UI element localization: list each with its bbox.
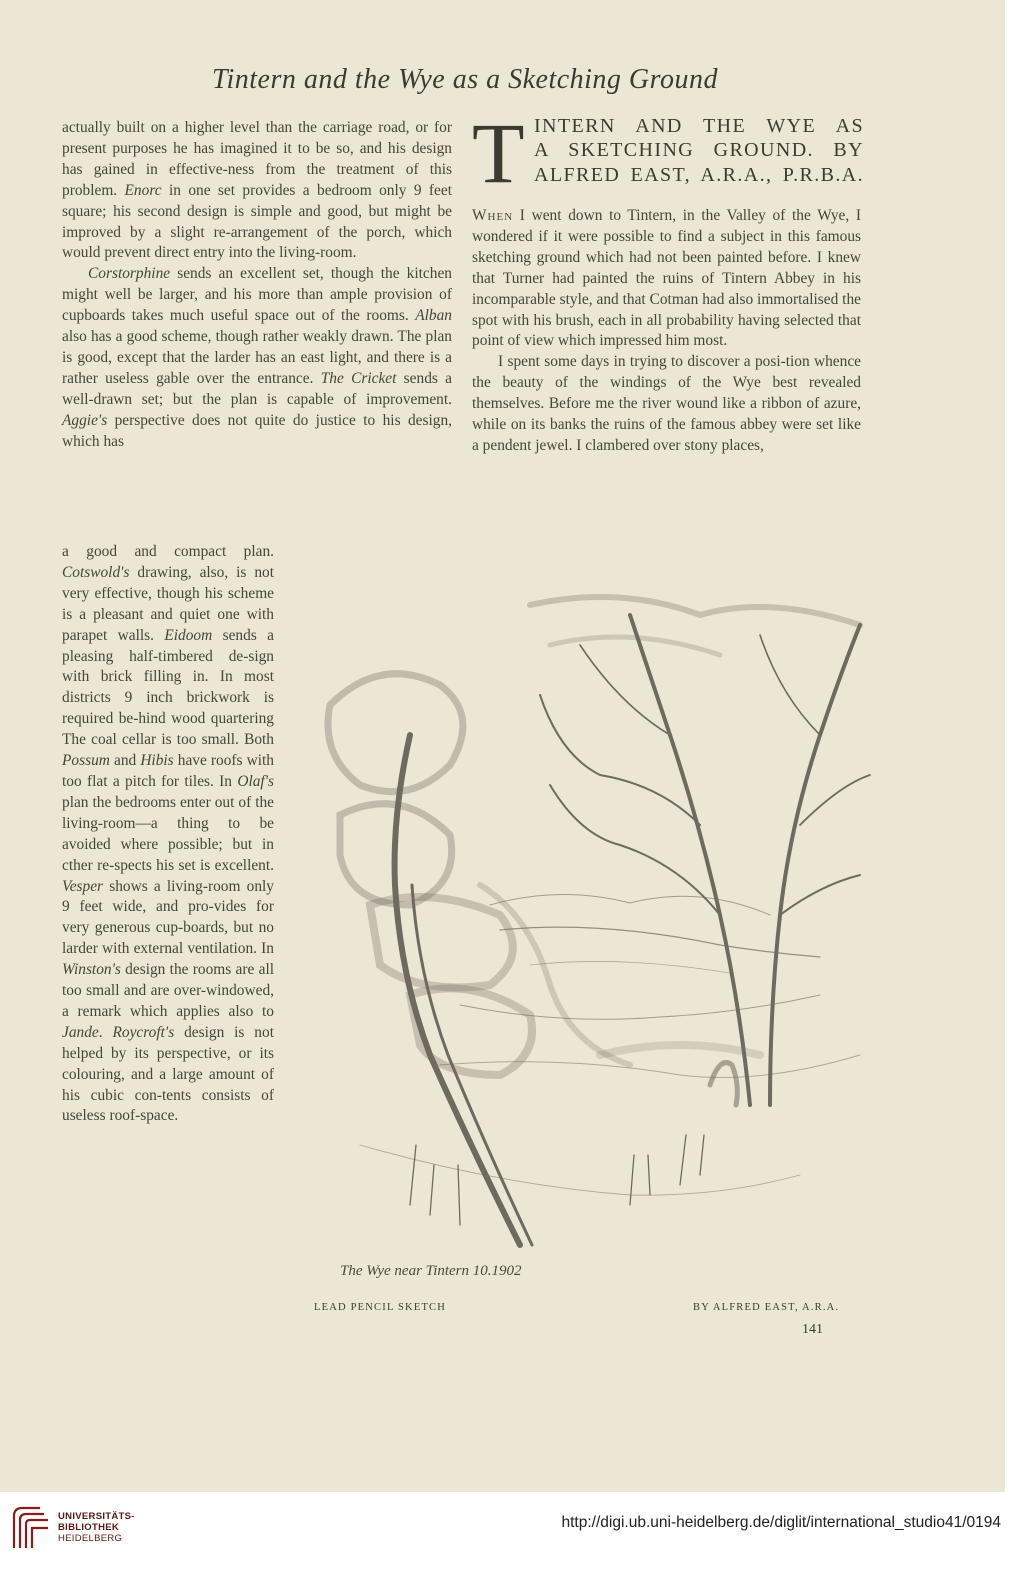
- title-drop-cap: T: [472, 105, 525, 201]
- text-run: in one set provides a bedroom only 9 feet square; his second design is simple and good, but might be improved by a slight re-arrangement of the porch, which would prevent direct entry into the living-room.: [62, 181, 452, 262]
- text-run: plan the bedrooms enter out of the living-room—a thing to be avoided where possible; but in cther re-spects his set is excellent.: [62, 793, 274, 874]
- text-run: sends a well-drawn set; but the plan is capable of improvement.: [62, 369, 453, 408]
- text-run: a good and compact plan.: [62, 543, 274, 560]
- title-line-1: INTERN AND THE WYE AS: [534, 115, 864, 137]
- right-paragraph-2: [472, 352, 861, 457]
- italic-name: Roycroft's: [112, 1023, 175, 1041]
- text-run: shows a living-room only 9 feet wide, and pro-vides for very generous cup-boards, but no larder with external ventilation. In: [62, 877, 274, 958]
- text-run: perspective does not quite do justice to his design, which has: [62, 411, 452, 450]
- left-paragraph-2: [62, 264, 452, 452]
- italic-name: Alban: [415, 307, 452, 325]
- italic-name: Olaf's: [237, 772, 274, 790]
- running-head: Tintern and the Wye as a Sketching Ground: [211, 64, 719, 95]
- text-run: design the rooms are all too small and are over-windowed, a remark which applies also to: [62, 961, 274, 1020]
- text-run: I went down to Tintern, in the Valley of the Wye, I wondered if it were possible to find a subject in this famous sketching ground which had not been painted before. I knew that Turner had painted the ruins of Tintern Abbey in his incomparable style, and that Cotman had also immortalised the spot with his brush, each in all probability having selected that point of view which impressed him most.: [472, 207, 861, 350]
- text-run: I spent some days in trying to discover a posi-tion whence the beauty of the windings of the Wye best revealed themselves. Before me the river wound like a ribbon of azure, while on its banks the ruins of the famous abbey were set like a pendent jewel. I clambered over stony places,: [472, 353, 861, 454]
- right-paragraph-1: [472, 206, 861, 352]
- italic-name: The Cricket: [320, 369, 397, 387]
- text-run: design is not helped by its perspective, or its colouring, and a large amount of his cubic con-tents consists of useless roof-space.: [62, 1023, 274, 1125]
- source-url-link[interactable]: http://digi.ub.uni-heidelberg.de/diglit/international_studio41/0194: [561, 1514, 1001, 1531]
- text-run: sends a pleasing half-timbered de-sign with brick filling in. In most districts 9 inch brickwork is required be-hind wood quartering The coal cellar is too small. Both: [62, 626, 274, 749]
- university-library-logo-icon: [10, 1502, 50, 1552]
- italic-name: Aggie's: [62, 411, 108, 429]
- library-line-2: BIBLIOTHEK: [58, 1522, 120, 1533]
- text-run: have roofs with too flat a pitch for tiles. In: [62, 752, 275, 790]
- left-paragraph-1: [62, 118, 452, 264]
- text-run: also has a good scheme, though rather weakly drawn. The plan is good, except that the larder has an east light, and there is a rather useless gable over the entrance.: [62, 328, 452, 387]
- left-column-text: [62, 118, 452, 453]
- text-run: and: [109, 752, 141, 770]
- library-name: [58, 1511, 135, 1544]
- right-column-text: [472, 206, 861, 457]
- text-run: sends an excellent set, though the kitchen might well be larger, and his more than ample provision of cupboards takes much useful space out of the rooms.: [62, 265, 452, 325]
- italic-name: Eidoom: [164, 626, 213, 644]
- digitization-footer: [0, 1492, 1011, 1572]
- italic-name: Hibis: [140, 752, 174, 770]
- caption-right: BY ALFRED EAST, A.R.A.: [693, 1302, 840, 1313]
- title-line-3: ALFRED EAST, A.R.A., P.R.B.A.: [534, 164, 864, 186]
- article-title: [472, 105, 864, 201]
- text-run: .: [98, 1023, 113, 1041]
- italic-name: Cotswold's: [62, 563, 130, 581]
- caption-left: LEAD PENCIL SKETCH: [314, 1302, 447, 1313]
- page-number: 141: [802, 1322, 823, 1337]
- left-paragraph-3: [62, 542, 274, 1127]
- text-run: actually built on a higher level than the carriage road, or for present purposes he has imagined it to be so, and his design has gained in effective-ness from the treatment of this problem.: [62, 119, 452, 199]
- italic-name: Corstorphine: [88, 265, 171, 283]
- pencil-sketch-illustration: [300, 585, 875, 1285]
- title-line-2: A SKETCHING GROUND. BY: [534, 139, 864, 161]
- italic-name: Vesper: [62, 877, 104, 895]
- italic-name: Enorc: [124, 181, 162, 199]
- text-run: drawing, also, is not very effective, though his scheme is a pleasant and quiet one with parapet walls.: [62, 563, 274, 644]
- library-line-3: HEIDELBERG: [58, 1533, 123, 1544]
- small-caps-lead: When: [472, 207, 514, 224]
- library-line-1: UNIVERSITÄTS-: [58, 1511, 135, 1522]
- italic-name: Jande: [62, 1023, 99, 1041]
- left-column-wrapped-text: [62, 542, 274, 1127]
- italic-name: Winston's: [62, 961, 121, 979]
- sketch-signature: The Wye near Tintern 10.1902: [340, 1263, 522, 1279]
- italic-name: Possum: [62, 752, 110, 770]
